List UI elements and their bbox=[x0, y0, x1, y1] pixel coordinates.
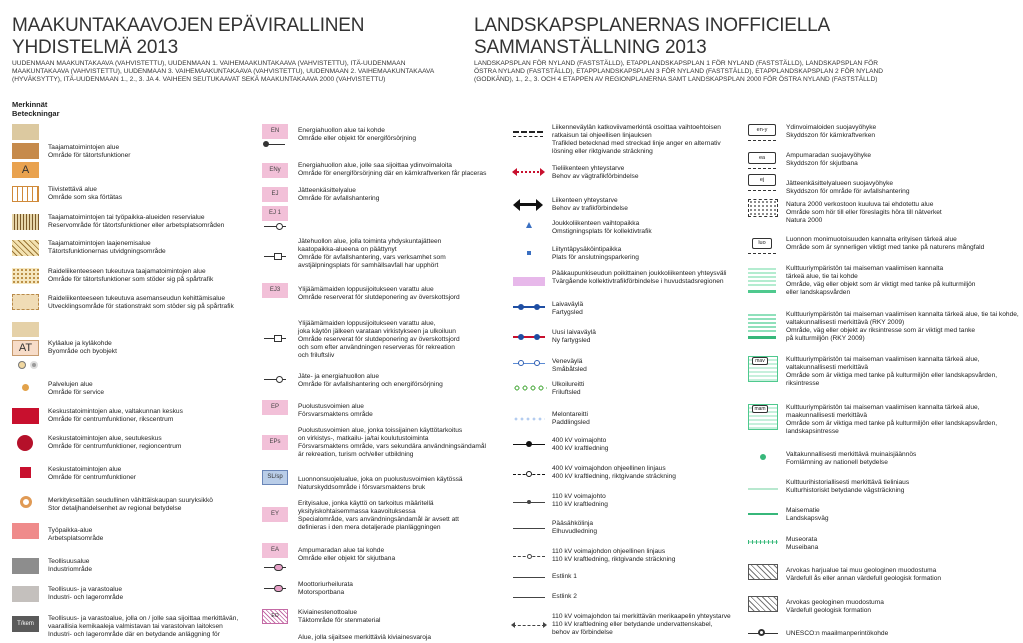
col1-legend-label: Område för service bbox=[48, 389, 105, 396]
col3-legend-label: Melontareitti bbox=[552, 411, 588, 418]
col2-legend-label: Energiahuollon alue tai kohde bbox=[298, 127, 385, 134]
col4-legend-label: Maisematie bbox=[786, 507, 820, 514]
col2-legend-label: Område för energiförsörjning där en kärnkraftverken får placeras bbox=[298, 170, 487, 177]
col1-legend-label: vaarallisia kemikaaleja valmistavan tai varastoivan laitoksen bbox=[48, 623, 223, 630]
expansion-hatch-swatch bbox=[12, 240, 39, 256]
col3-legend-label: Omstigningsplats för kollektivtrafik bbox=[552, 228, 652, 235]
col2-legend-label: Energiahuollon alue, jolle saa sijoittaa ydinvoimaloita bbox=[298, 162, 452, 169]
col2-legend-label: Område för avfallshantering och energiförsörjning bbox=[298, 381, 443, 388]
waste-zone-box: ej bbox=[748, 174, 776, 186]
energy-object-icon bbox=[263, 141, 269, 147]
col3-legend-label: Friluftsled bbox=[552, 389, 581, 396]
col2-legend-label: Område reserverat för slutdeponering av överskottsjord bbox=[298, 294, 460, 301]
alternative-route-thin-line bbox=[513, 136, 543, 137]
service-point-icon bbox=[22, 384, 29, 391]
museum-railway-ticks bbox=[748, 540, 778, 544]
symbol-EA: EA bbox=[262, 543, 288, 558]
col1-legend-label: Område för centrumfunktioner bbox=[48, 474, 136, 481]
col4-legend-label: Skyddszon för skjutbana bbox=[786, 160, 858, 167]
col2-legend-label: definieras i den mera detaljerade planläggningen bbox=[298, 524, 441, 531]
col2-legend-label: Specialområde, vars användningsändamål är avsett att bbox=[298, 516, 459, 523]
col3-legend-label: ratkaisun tai ohjeellisen linjauksen bbox=[552, 132, 652, 139]
col3-legend-label: Behov av vägtrafikförbindelse bbox=[552, 173, 639, 180]
col3-legend-label: Småbåtsled bbox=[552, 366, 587, 373]
col2-legend-label: Försvarsmaktens område bbox=[298, 411, 373, 418]
col1-legend-label: Industriområde bbox=[48, 566, 92, 573]
col4-legend-label: Kulttuuriympäristön tai maiseman vaalimisen kannalta tärkeä alue, tie tai kohde, bbox=[786, 311, 1019, 318]
estlink1-line bbox=[513, 577, 545, 578]
col1-legend-label: Työpaikka-alue bbox=[48, 527, 93, 534]
new-fairway-dot-left-icon bbox=[518, 334, 524, 340]
unesco-icon bbox=[758, 629, 765, 636]
closed-landfill-icon bbox=[274, 253, 282, 260]
col3-legend-label: Pääsähkölinja bbox=[552, 520, 594, 527]
waste-energy-icon bbox=[276, 376, 283, 383]
alternative-route-dashed-line bbox=[513, 131, 543, 133]
col2-legend-label: kaatopaikka-alueena on päättynyt bbox=[298, 246, 397, 253]
subtitle-sv-line3: (GODKÄND), 1., 2., 3. OCH 4 ETAPPEN AV REGIONPLANERNA SAMT LANDSKAPSPLAN 2000 FÖR ÖSTRA NYLAND (FASTSTÄLLD) bbox=[474, 76, 878, 83]
col3-legend-label: Joukkoliikenteen vaihtopaikka bbox=[552, 220, 640, 227]
col4-legend-label: Natura 2000 bbox=[786, 217, 823, 224]
col2-legend-label: Erityisalue, jonka käyttö on tarkoitus määritellä bbox=[298, 500, 434, 507]
col1-legend-label: Område för tätortsfunktioner som stöder sig på spårtrafik bbox=[48, 276, 214, 283]
col4-legend-label: Museibana bbox=[786, 544, 819, 551]
symbol-EO: EO bbox=[262, 609, 288, 624]
col4-legend-label: Arvokas geologinen muodostuma bbox=[786, 599, 884, 606]
col4-legend-label: Område som hör till eller föreslagits höra till nätverket bbox=[786, 209, 942, 216]
densify-grid-swatch bbox=[12, 186, 39, 202]
motorsport-icon bbox=[274, 585, 283, 592]
col1-legend-label: Merkitykseltään seudullinen vähittäiskaupan suuryksikkö bbox=[48, 497, 213, 504]
symbol-EJ1: EJ 1 bbox=[262, 206, 288, 221]
col2-legend-label: Område för avfallshantering bbox=[298, 195, 380, 202]
col4-legend-label: Ydinvoimaloiden suojavyöhyke bbox=[786, 124, 877, 131]
col3-legend-label: 110 kV voimajohto bbox=[552, 493, 606, 500]
industry-storage-swatch bbox=[12, 586, 39, 602]
col3-legend-label: 110 kV kraftledning bbox=[552, 501, 608, 508]
col3-legend-label: 400 kV kraftledning, riktgivande sträckning bbox=[552, 473, 676, 480]
col4-legend-label: Ampumaradan suojavyöhyke bbox=[786, 152, 872, 159]
col1-legend-label: Stor detaljhandelsenhet av regional betydelse bbox=[48, 505, 182, 512]
arrow-right-red-icon bbox=[540, 168, 545, 176]
col1-legend-label: Raideliikenteeseen tukeutuva asemanseudun kehittämisalue bbox=[48, 295, 226, 302]
col4-legend-label: tärkeä alue, tie tai kohde bbox=[786, 273, 858, 280]
symbol-Tikem: T/kem bbox=[12, 616, 39, 632]
interchange-triangle-icon bbox=[526, 222, 532, 228]
rky-road-line bbox=[748, 336, 776, 339]
estlink2-line bbox=[513, 597, 545, 598]
subtitle-sv-line1: LANDSKAPSPLAN FÖR NYLAND (FASTSTÄLLD), ETAPPLANDSKAPSPLAN 1 FÖR NYLAND (FASTSTÄLLD), LANDSKAPSPLAN FÖR bbox=[474, 60, 879, 67]
mav-label-box: mav bbox=[752, 357, 768, 365]
col2-legend-label: Ylijäämämaiden loppusijoitukseen varattu alue bbox=[298, 286, 434, 293]
col4-legend-label: UNESCO:n maailmanperintökohde bbox=[786, 630, 889, 637]
centre-square-icon bbox=[20, 467, 31, 478]
col4-legend-label: Jätteenkäsittelyalueen suojavyöhyke bbox=[786, 180, 894, 187]
col4-legend-label: Museorata bbox=[786, 536, 818, 543]
col3-legend-label: Liikenteen yhteystarve bbox=[552, 197, 618, 204]
col2-legend-label: Område eller objekt för skjutbana bbox=[298, 555, 396, 562]
col2-legend-label: Naturskyddsområde i försvarsmaktens bruk bbox=[298, 484, 426, 491]
col4-legend-label: Natura 2000 verkostoon kuuluva tai ehdotettu alue bbox=[786, 201, 934, 208]
retail-unit-icon bbox=[20, 496, 32, 508]
col4-legend-label: riksintresse bbox=[786, 380, 820, 387]
col1-legend-label: Taajamatoimintojen alue bbox=[48, 144, 120, 151]
col2-legend-label: Puolustusvoimien alue bbox=[298, 403, 364, 410]
title-fi-line1: MAAKUNTAKAAVOJEN EPÄVIRALLINEN bbox=[12, 15, 365, 36]
powerline-400-icon bbox=[526, 441, 532, 447]
scenic-road-line bbox=[748, 513, 778, 515]
col2-legend-label: avstjälpningsplats för samhällsavfall har upphört bbox=[298, 262, 439, 269]
col2-legend-label: Försvarsmaktens område, vars sekundära användningsändamål bbox=[298, 443, 487, 450]
title-fi-line2: YHDISTELMÄ 2013 bbox=[12, 37, 178, 58]
symbol-EJ3: EJ3 bbox=[262, 283, 288, 298]
symbol-EPs: EPs bbox=[262, 435, 288, 450]
col1-legend-label: Tätortsfunktionernas utvidgningsområde bbox=[48, 248, 166, 255]
transverse-transit-band bbox=[513, 277, 545, 286]
village-point-icon bbox=[30, 361, 38, 369]
col1-legend-label: Keskustatoimintojen alue, valtakunnan keskus bbox=[48, 408, 183, 415]
cable-connection-need-line bbox=[513, 625, 545, 626]
col3-legend-label: Laivaväylä bbox=[552, 301, 584, 308]
col4-legend-label: Område, väg eller objekt av riksintresse som är viktigt med tanke bbox=[786, 327, 976, 334]
col3-legend-label: Behov av trafikförbindelse bbox=[552, 205, 628, 212]
symbol-EY: EY bbox=[262, 507, 288, 522]
col4-legend-label: Kulttuuriympäristön tai maiseman vaalimisen kannalta bbox=[786, 265, 944, 272]
col2-legend-label: och friluftsliv bbox=[298, 352, 335, 359]
col1-legend-label: Palvelujen alue bbox=[48, 381, 93, 388]
shooting-zone-line bbox=[748, 168, 776, 169]
col1-legend-label: Keskustatoimintojen alue, seutukeskus bbox=[48, 435, 162, 442]
col3-legend-label: Estlink 2 bbox=[552, 593, 577, 600]
col3-legend-label: Ny fartygsled bbox=[552, 337, 591, 344]
reserve-stripes-swatch bbox=[12, 214, 39, 230]
col1-legend-label: Område för centrumfunktioner, regioncentrum bbox=[48, 443, 182, 450]
cultural-road-line bbox=[748, 290, 776, 293]
cable-arrow-right-icon bbox=[543, 622, 547, 628]
col2-legend-label: är rekreation, turism och/eller utbildning bbox=[298, 451, 414, 458]
cable-arrow-left-icon bbox=[511, 622, 515, 628]
col4-legend-label: Valtakunnallisesti merkittävä muinaisjäännös bbox=[786, 451, 917, 458]
col1-legend-label: Teollisuus- ja varastoalue bbox=[48, 586, 123, 593]
cultural-area-stripes bbox=[748, 266, 776, 286]
col4-legend-label: Värdefull geologisk formation bbox=[786, 607, 872, 614]
col3-legend-label: Tieliikenteen yhteystarve bbox=[552, 165, 625, 172]
col3-legend-label: Elhuvudledning bbox=[552, 528, 598, 535]
col1-legend-label: Utvecklingsområde för stationstrakt som stöder sig på spårtrafik bbox=[48, 303, 234, 310]
col4-legend-label: valtakunnallisesti merkittävä bbox=[786, 364, 869, 371]
regional-centre-icon bbox=[17, 435, 33, 451]
workplace-swatch bbox=[12, 523, 39, 539]
col2-legend-label: Jätteenkäsittelyalue bbox=[298, 187, 356, 194]
powerline-400-indicative-icon bbox=[526, 471, 532, 477]
col3-legend-label: 110 kV voimajohdon ohjeellinen linjaus bbox=[552, 548, 666, 555]
shooting-zone-box: ea bbox=[748, 152, 776, 164]
symbol-A: A bbox=[12, 162, 39, 178]
nuclear-zone-line bbox=[748, 140, 776, 141]
col3-legend-label: 110 kV voimajohdon tai merkittävän merikaapelin yhteystarve bbox=[552, 613, 731, 620]
col2-legend-label: Motorsportbana bbox=[298, 589, 345, 596]
col3-legend-label: 400 kV voimajohto bbox=[552, 437, 607, 444]
col1-legend-label: Teollisuusalue bbox=[48, 558, 90, 565]
col3-legend-label: Trafikled betecknad med streckad linje anger en alternativ bbox=[552, 140, 721, 147]
col3-legend-label: Paddlingsled bbox=[552, 419, 590, 426]
park-ride-square-icon bbox=[527, 251, 531, 255]
fairway-dot-right-icon bbox=[534, 304, 540, 310]
col4-legend-label: Kulttuuriympäristön tai maiseman vaalimisen kannalta tärkeä alue, bbox=[786, 356, 980, 363]
col4-legend-label: Område, väg eller objekt som är viktigt med tanke på kulturmiljön bbox=[786, 281, 976, 288]
title-sv-line2: SAMMANSTÄLLNING 2013 bbox=[474, 37, 707, 58]
village-object-icon bbox=[18, 361, 26, 369]
col1-legend-label: Område som ska förtätas bbox=[48, 194, 123, 201]
col1-legend-label: Arbetsplatsområde bbox=[48, 535, 104, 542]
col1-legend-label: Industri- och lagerområde där en betydande anläggning för bbox=[48, 631, 220, 638]
biodiversity-box: luo bbox=[752, 238, 772, 249]
col4-legend-label: Kulturhistoriskt betydande vägsträckning bbox=[786, 487, 905, 494]
symbol-SLsp: SL/sp bbox=[262, 470, 288, 485]
paddling-route-dots bbox=[513, 417, 545, 421]
col2-legend-label: Område reserverat för slutdeponering av överskottsjord bbox=[298, 336, 460, 343]
title-sv-line1: LANDSKAPSPLANERNAS INOFFICIELLA bbox=[474, 15, 830, 36]
col1-legend-label: Kyläalue ja kyläkohde bbox=[48, 340, 112, 347]
col3-legend-label: 110 kV kraftledning eller betydande undervattenskabel, bbox=[552, 621, 713, 628]
col2-legend-label: Område eller objekt för energiförsörjning bbox=[298, 135, 417, 142]
shooting-object-icon bbox=[274, 564, 283, 571]
col2-legend-label: Ampumaradan alue tai kohde bbox=[298, 547, 385, 554]
col2-legend-label: Jäte- ja energiahuollon alue bbox=[298, 373, 380, 380]
col4-legend-label: maakunnallisesti merkittävä bbox=[786, 412, 867, 419]
col4-legend-label: Område som är viktiga med tanke på kulturmiljön eller landskapsvården, bbox=[786, 420, 998, 427]
new-fairway-dot-right-icon bbox=[534, 334, 540, 340]
natura-2000-swatch bbox=[748, 199, 778, 217]
waste-object-icon bbox=[276, 223, 283, 230]
col4-legend-label: Luonnon monimuotoisuuden kannalta erityisen tärkeä alue bbox=[786, 236, 957, 243]
historic-road-line bbox=[748, 488, 778, 490]
col1-legend-label: Taajamatoimintojen tai työpaikka-alueiden reservialue bbox=[48, 214, 205, 221]
col1-legend-label: Keskustatoimintojen alue bbox=[48, 466, 122, 473]
traffic-connection-line bbox=[518, 203, 538, 206]
symbol-EN: EN bbox=[262, 124, 288, 139]
col2-legend-label: Ylijäämämaiden loppusijoitukseen varattu alue, bbox=[298, 320, 436, 327]
arrow-left-red-icon bbox=[512, 168, 517, 176]
col2-legend-label: Moottoriurheilurata bbox=[298, 581, 353, 588]
col4-legend-label: Fornlämning av nationell betydelse bbox=[786, 459, 888, 466]
industry-swatch bbox=[12, 558, 39, 574]
col3-legend-label: Uusi laivaväylä bbox=[552, 329, 596, 336]
col2-legend-label: Luonnonsuojelualue, joka on puolustusvoimien käytössä bbox=[298, 476, 463, 483]
col2-legend-label: yksityiskohtaisemmassa kaavoituksessa bbox=[298, 508, 416, 515]
col3-legend-label: Plats för anslutningsparkering bbox=[552, 254, 639, 261]
col4-legend-label: Värdefull ås eller annan värdefull geologisk formation bbox=[786, 575, 942, 582]
col3-legend-label: Fartygsled bbox=[552, 309, 583, 316]
col1-legend-label: Raideliikenteeseen tukeutuva taajamatoimintojen alue bbox=[48, 268, 206, 275]
subtitle-fi-line2: MAAKUNTAKAAVA (VAHVISTETTU), UUDENMAAN 3. VAIHEMAAKUNTAKAAVA (VAHVISTETTU), UUDENMAAN 2. VAIHEMAAKUNTAKAAVA bbox=[12, 68, 435, 75]
col1-legend-label: Reservområde för tätortsfunktioner eller arbetsplatsområden bbox=[48, 222, 225, 229]
col3-legend-label: behov av förbindelse bbox=[552, 629, 613, 636]
col2-legend-label: Puolustusvoimien alue, jonka toissijainen käyttötarkoitus bbox=[298, 427, 463, 434]
boat-route-dot-left-icon bbox=[518, 360, 524, 366]
col1-legend-label: Byområde och byobjekt bbox=[48, 348, 117, 355]
fairway-dot-left-icon bbox=[518, 304, 524, 310]
boat-route-dot-right-icon bbox=[534, 360, 540, 366]
col4-legend-label: valtakunnallisesti merkittävä (RKY 2009) bbox=[786, 319, 905, 326]
subtitle-sv-line2: ÖSTRA NYLAND (FASTSTÄLLD), ETAPPLANDSKAPSPLAN 3 FÖR NYLAND (FASTSTÄLLD), ETAPPLANDSKAPSPLAN 2 FÖR NYLAND bbox=[474, 68, 884, 75]
mam-label-box: mam bbox=[752, 405, 768, 413]
col3-legend-label: Pääkaupunkiseudun poikittainen joukkoliikenteen yhteysväli bbox=[552, 270, 727, 277]
symbol-EP: EP bbox=[262, 400, 288, 415]
col4-legend-label: Skyddszon för kärnkraftverken bbox=[786, 132, 876, 139]
col3-legend-label: Liikenneväylän katkoviivamerkintä osoittaa vaihtoehtoisen bbox=[552, 124, 721, 131]
road-connection-need-line bbox=[513, 171, 543, 173]
col1-legend-label: Område för tätortsfunktioner bbox=[48, 152, 131, 159]
col3-legend-label: Ulkoilureitti bbox=[552, 381, 585, 388]
arrow-left-black-icon bbox=[513, 199, 520, 211]
nuclear-zone-box: en-y bbox=[748, 124, 776, 136]
col3-legend-label: Liityntäpysäköintipaikka bbox=[552, 246, 622, 253]
col4-legend-label: Område som är viktiga med tanke på kulturmiljön eller landskapsvården, bbox=[786, 372, 998, 379]
col3-legend-label: 110 kV kraftledning, riktgivande sträckning bbox=[552, 556, 676, 563]
col2-legend-label: Täktområde för stenmaterial bbox=[298, 617, 381, 624]
station-area-swatch bbox=[12, 294, 39, 310]
col2-legend-label: och som efter användningen reserveras för rekreation bbox=[298, 344, 455, 351]
col2-legend-label: on virkistys-, matkailu- ja/tai koulutustoiminta bbox=[298, 435, 429, 442]
national-centre-swatch bbox=[12, 408, 39, 424]
col3-legend-label: lösning eller riktgivande sträckning bbox=[552, 148, 653, 155]
col4-legend-label: Kulttuurihistoriallisesti merkittävä tieliniaus bbox=[786, 479, 910, 486]
col4-legend-label: landskapsintresse bbox=[786, 428, 839, 435]
urban-area-swatch bbox=[12, 124, 39, 140]
col1-legend-label: Område för centrumfunktioner, rikscentrum bbox=[48, 416, 174, 423]
rky-area-stripes bbox=[748, 312, 776, 332]
col4-legend-label: Område som är synnerligen viktigt med tanke på naturens mångfald bbox=[786, 244, 985, 251]
col2-legend-label: Område för avfallshantering, vars verksamhet som bbox=[298, 254, 446, 261]
col3-legend-label: 400 kV kraftledning bbox=[552, 445, 609, 452]
col4-legend-label: Kulttuuriympäristön tai maiseman vaalimisen kannalta tärkeä alue, bbox=[786, 404, 980, 411]
col2-legend-label: Jätehuollon alue, jolla toiminta yhdyskuntajätteen bbox=[298, 238, 442, 245]
powerline-110-icon bbox=[527, 500, 531, 504]
ancient-monument-icon bbox=[760, 454, 766, 460]
col1-legend-label: Teollisuus- ja varastoalue, jolla on / jolle saa sijoittaa merkittävän, bbox=[48, 615, 239, 622]
col3-legend-label: 400 kV voimajohdon ohjeellinen linjaus bbox=[552, 465, 666, 472]
col4-legend-label: Arvokas harjualue tai muu geologinen muodostuma bbox=[786, 567, 937, 574]
legend-header-fi: Merkinnät bbox=[12, 100, 48, 109]
col3-legend-label: Estlink 1 bbox=[552, 573, 577, 580]
col3-legend-label: Tvärgående kollektivtrafikförbindelse i huvudstadsregionen bbox=[552, 278, 724, 285]
symbol-ENy: ENy bbox=[262, 163, 288, 178]
col4-legend-label: på kulturmiljön (RKY 2009) bbox=[786, 335, 865, 342]
arrow-right-black-icon bbox=[536, 199, 543, 211]
col1-legend-label: Tiivistettävä alue bbox=[48, 186, 97, 193]
subtitle-fi-line1: UUDENMAAN MAAKUNTAKAAVA (VAHVISTETTU), UUDENMAAN 1. VAIHEMAAKUNTAKAAVA (VAHVISTETTU), ITÄ-UUDENMAAN bbox=[12, 60, 406, 67]
surplus-soil-icon bbox=[274, 335, 282, 342]
subtitle-fi-line3: (HYVÄKSYTTY), ITÄ-UUDENMAAN 1., 2., 3. JA 4. VAIHEEN SEUTUKAAVAT SEKÄ MAAKUNTAKAAVA 2000 (VAHVISTETTU) bbox=[12, 76, 386, 83]
col3-legend-label: Veneväylä bbox=[552, 358, 583, 365]
esker-area-swatch bbox=[748, 564, 778, 580]
symbol-EJ: EJ bbox=[262, 187, 288, 202]
main-electric-line bbox=[513, 528, 545, 529]
col2-legend-label: Kiviainestenottoalue bbox=[298, 609, 358, 616]
biodiversity-line bbox=[748, 253, 776, 254]
col1-legend-label: Industri- och lagerområde bbox=[48, 594, 124, 601]
col2-legend-label: joka käytön jälkeen varataan virkistykseen ja ulkoiluun bbox=[298, 328, 456, 335]
powerline-110-indicative-icon bbox=[527, 554, 532, 559]
col2-legend-label: Alue, jolla sijaitsee merkittäviä kiviainesvaroja bbox=[298, 634, 432, 641]
legend-header-sv: Beteckningar bbox=[12, 109, 60, 118]
outdoor-route-circles bbox=[513, 385, 547, 391]
waste-zone-line bbox=[748, 190, 776, 191]
symbol-AT: AT bbox=[12, 340, 39, 356]
rail-urban-dots-swatch bbox=[12, 268, 39, 284]
col4-legend-label: Skyddszon för område för avfallshantering bbox=[786, 188, 910, 195]
village-area-swatch bbox=[12, 322, 39, 337]
urban-area-dark-swatch bbox=[12, 143, 39, 159]
col4-legend-label: eller landskapsvården bbox=[786, 289, 851, 296]
col1-legend-label: Taajamatoimintojen laajenemisalue bbox=[48, 240, 151, 247]
col4-legend-label: Landskapsväg bbox=[786, 515, 829, 522]
geological-formation-swatch bbox=[748, 596, 778, 612]
